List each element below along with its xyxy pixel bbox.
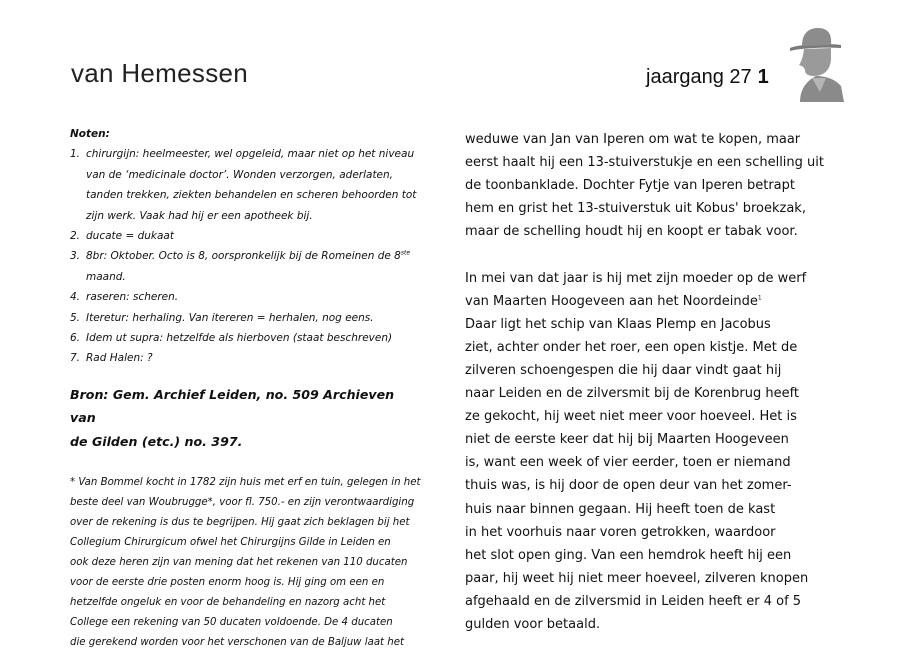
footnote-line: over de rekening is dus te begrijpen. Hij gaat zich beklagen bij het <box>70 517 410 529</box>
note-number: 3. <box>70 250 81 263</box>
note-number: 5. <box>70 311 81 324</box>
body-line: naar Leiden en de zilversmit bij de Korenbrug heeft <box>465 386 800 402</box>
volume-label: jaargang 27 <box>646 66 752 88</box>
body-line: afgehaald en de zilversmid in Leiden heeft er 4 of 5 <box>465 593 802 609</box>
note-item <box>70 348 422 368</box>
source-line: Bron: Gem. Archief Leiden, no. 509 Archieven van <box>70 386 395 426</box>
body-line: maar de schelling houdt hij en koopt er tabak voor. <box>465 224 798 240</box>
notes-heading: Noten: <box>70 128 110 140</box>
note-line: Idem ut supra: hetzelfde als hierboven (staat beschreven) <box>86 332 393 345</box>
page-number: 1 <box>757 66 769 88</box>
note-line: tanden trekken, ziekten behandelen en scheren behoorden tot <box>86 189 417 202</box>
body-line: is, want een week of vier eerder, toen er niemand <box>465 455 791 471</box>
body-line: van Maarten Hoogeveen aan het Noordeinde$^1$ <box>465 293 762 309</box>
note-superscript: ste <box>400 249 411 257</box>
note-line: ducate = dukaat <box>86 230 174 243</box>
body-line: ziet, achter onder het roer, een open kistje. Met de <box>465 339 798 355</box>
body-line: paar, hij weet hij niet meer hoeveel, zilveren knopen <box>465 570 809 586</box>
footnote-line: Collegium Chirurgicum ofwel het Chirurgijns Gilde in Leiden en <box>70 537 391 549</box>
body-line: het slot open ging. Van een hemdrok heeft hij een <box>465 547 792 563</box>
note-item <box>70 287 422 307</box>
body-line: hem en grist het 13-stuiverstuk uit Kobus' broekzak, <box>465 201 806 217</box>
body-line: huis naar binnen gegaan. Hij heeft toen de kast <box>465 501 776 517</box>
footnote-text <box>70 473 422 653</box>
note-item <box>70 328 422 348</box>
footnote-line: die gerekend worden voor het verschonen van de Baljuw laat het <box>70 637 405 649</box>
body-line: zilveren schoengespen die hij daar vindt gaat hij <box>465 362 782 378</box>
note-item <box>70 144 422 226</box>
note-line: maand. <box>86 270 126 283</box>
body-line: In mei van dat jaar is hij met zijn moeder op de werf <box>465 270 807 286</box>
note-number: 2. <box>70 230 81 243</box>
notes-column <box>70 124 422 653</box>
note-item <box>70 246 422 287</box>
body-line: gulden voor betaald. <box>465 616 601 632</box>
note-number: 6. <box>70 332 81 345</box>
footnote-line: hetzelfde ongeluk en voor de behandeling en nazorg acht het <box>70 597 386 609</box>
body-line: de toonbanklade. Dochter Fytje van Iperen betrapt <box>465 178 795 194</box>
footnote-line: ook deze heren zijn van mening dat het rekenen van 110 ducaten <box>70 557 408 569</box>
note-item <box>70 308 422 328</box>
footnote-line: voor de eerste drie posten enorm hoog is. Hij ging om een en <box>70 577 385 589</box>
body-text-column <box>465 128 824 636</box>
body-line: ze gekocht, hij weet niet meer voor hoeveel. Het is <box>465 409 797 425</box>
body-line: thuis was, is hij door de open deur van het zomer- <box>465 478 792 494</box>
body-line: in het voorhuis naar voren getrokken, waardoor <box>465 524 776 540</box>
note-line: Rad Halen: ? <box>86 352 153 365</box>
body-line: niet de eerste keer dat hij bij Maarten Hoogeveen <box>465 432 789 448</box>
note-number: 7. <box>70 352 81 365</box>
note-number: 1. <box>70 148 81 161</box>
note-line: 8br: Oktober. Octo is 8, oorspronkelijk bij de Romeinen de 8ste <box>86 249 411 263</box>
issue-label <box>646 66 769 89</box>
source-line: de Gilden (etc.) no. 397. <box>70 433 243 449</box>
man-with-hat-silhouette-icon <box>786 26 844 102</box>
footnote-line: College een rekening van 50 ducaten voldoende. De 4 ducaten <box>70 617 393 629</box>
note-number: 4. <box>70 291 81 304</box>
paragraph-gap <box>465 243 815 266</box>
source-citation <box>70 383 422 454</box>
note-line: chirurgijn: heelmeester, wel opgeleid, maar niet op het niveau <box>86 148 415 161</box>
footnote-line: * Van Bommel kocht in 1782 zijn huis met erf en tuin, gelegen in het <box>70 477 421 489</box>
note-line: van de ‘medicinale doctor’. Wonden verzorgen, aderlaten, <box>86 168 394 181</box>
note-item <box>70 226 422 246</box>
footnote-line: beste deel van Woubrugge*, voor fl. 750.- en zijn verontwaardiging <box>70 497 415 509</box>
note-line: Iteretur: herhaling. Van itereren = herhalen, nog eens. <box>86 311 374 324</box>
page-title: van Hemessen <box>71 58 249 88</box>
body-line: Daar ligt het schip van Klaas Plemp en Jacobus <box>465 316 771 332</box>
notes-list <box>70 144 422 368</box>
body-line: weduwe van Jan van Iperen om wat te kopen, maar <box>465 132 801 147</box>
body-line: eerst haalt hij een 13-stuiverstukje en een schelling uit <box>465 155 824 171</box>
footnote-reference: 1 <box>757 294 762 302</box>
note-line: raseren: scheren. <box>86 291 179 304</box>
note-line: zijn werk. Vaak had hij er een apotheek bij. <box>86 209 313 222</box>
